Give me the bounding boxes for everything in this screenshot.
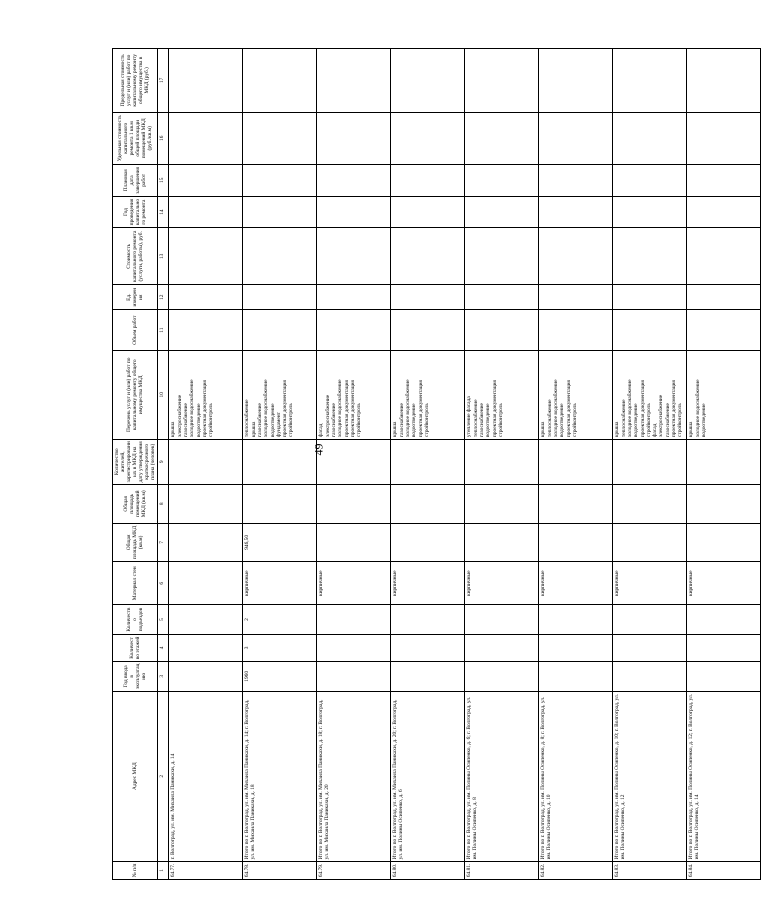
works-line: крыша [540, 421, 547, 438]
cell-material: кирпичные [465, 562, 539, 605]
works-line: проектная документация [417, 379, 424, 438]
table-row [613, 49, 687, 880]
cell-units [169, 285, 243, 310]
cell-year [391, 662, 465, 692]
cell-volumes [539, 310, 613, 351]
cell-entrances [391, 605, 465, 635]
cell-limit_costs [317, 49, 391, 113]
cell-area-premises [465, 484, 539, 523]
cell-dates [465, 164, 539, 196]
cell-works [465, 351, 539, 440]
works-line: газоснабжение [256, 403, 263, 438]
cell-costs [391, 228, 465, 285]
cell-address: Итого по г. Волгоград, ул. им. Полины Осипенко, д. 12; г. Волгоград, ул. им. Полины Осипенко, д. 14 [687, 691, 761, 861]
cell-area-total [539, 523, 613, 562]
cell-residents [243, 439, 317, 484]
cell-costs [465, 228, 539, 285]
column-number-row [158, 49, 169, 880]
cell-unit-cost [539, 112, 613, 164]
cell-id: 64.81. [465, 861, 539, 879]
works-line: крыша [688, 421, 695, 438]
works-line: газоснабжение [398, 403, 405, 438]
cell-floors [391, 634, 465, 661]
cell-years [169, 196, 243, 228]
works-line: проектная документация [282, 379, 289, 438]
column-header: Адрес МКД [113, 691, 158, 861]
cell-material: кирпичные [539, 562, 613, 605]
cell-area-total: 946,50 [243, 523, 317, 562]
column-header: Стоимость капитального ремонта (услуги, работы), руб. [113, 228, 158, 285]
capital-repair-table [112, 48, 761, 880]
cell-unit-cost [687, 112, 761, 164]
column-header: Общая площадь помещений МКД (кв.м) [113, 484, 158, 523]
cell-area-premises [169, 484, 243, 523]
column-number: 8 [158, 484, 169, 523]
cell-volumes [391, 310, 465, 351]
column-number: 14 [158, 196, 169, 228]
cell-address: Итого по г. Волгоград, ул. им. Михаила Паникахи, д. 14; г. Волгоград, ул. им. Михаила Паникахи, д. 18 [243, 691, 317, 861]
table-row [391, 49, 465, 880]
cell-id: 64.82. [539, 861, 613, 879]
works-line: теплоснабжение [546, 399, 553, 438]
cell-residents [465, 439, 539, 484]
cell-units [243, 285, 317, 310]
cell-costs [243, 228, 317, 285]
cell-entrances [317, 605, 391, 635]
column-header: Ед. измерения [113, 285, 158, 310]
cell-limit_costs [613, 49, 687, 113]
cell-unit-cost [391, 112, 465, 164]
cell-limit_costs [687, 49, 761, 113]
works-line: холодное водоснабжение [263, 379, 270, 438]
works-line: водоотведение [559, 403, 566, 438]
column-number: 17 [158, 49, 169, 113]
column-number: 9 [158, 439, 169, 484]
cell-area-total [169, 523, 243, 562]
cell-area-total [465, 523, 539, 562]
column-header: № п/п [113, 861, 158, 879]
cell-address: Итого по г. Волгоград, ул. им. Полины Осипенко, д. 8; г. Волгоград, ул. им. Полины Осипенко, д. 10 [539, 691, 613, 861]
cell-id: 64.84. [687, 861, 761, 879]
cell-works [169, 351, 243, 440]
cell-units [317, 285, 391, 310]
cell-area-total [391, 523, 465, 562]
cell-units [539, 285, 613, 310]
cell-units [687, 285, 761, 310]
cell-years [243, 196, 317, 228]
cell-years [539, 196, 613, 228]
column-number: 16 [158, 112, 169, 164]
column-header: Количество жителей, зарегистрированных в МКД на дату утверждения краткосрочного плана (человек) [113, 439, 158, 484]
cell-costs [169, 228, 243, 285]
cell-limit_costs [243, 49, 317, 113]
cell-year: 1960 [243, 662, 317, 692]
rotated-page [112, 48, 707, 880]
cell-residents [317, 439, 391, 484]
cell-costs [539, 228, 613, 285]
cell-limit_costs [391, 49, 465, 113]
works-line: холодное водоснабжение [552, 379, 559, 438]
table-row [317, 49, 391, 880]
works-line: проектная документация [565, 379, 572, 438]
works-line: стройконтроль [677, 403, 684, 438]
works-line: проектная документация [343, 379, 350, 438]
column-number: 10 [158, 351, 169, 440]
works-line: крыша [170, 421, 177, 438]
cell-years [687, 196, 761, 228]
cell-area-premises [539, 484, 613, 523]
column-number: 12 [158, 285, 169, 310]
header-row [113, 49, 158, 880]
cell-works [613, 351, 687, 440]
cell-dates [613, 164, 687, 196]
works-line: проектная документация [349, 379, 356, 438]
works-line: электроснабжение [176, 394, 183, 438]
cell-limit_costs [539, 49, 613, 113]
column-header: Объем работ [113, 310, 158, 351]
column-number: 2 [158, 691, 169, 861]
page-number: 49 [311, 443, 326, 456]
cell-unit-cost [465, 112, 539, 164]
cell-id: 64.83. [613, 861, 687, 879]
cell-works [317, 351, 391, 440]
cell-year [539, 662, 613, 692]
works-line: стройконтроль [288, 403, 295, 438]
column-header: Перечень услуг и (или) работ по капитальному ремонту общего имущества МКД [113, 351, 158, 440]
table-row [465, 49, 539, 880]
cell-area-total [613, 523, 687, 562]
column-header: Плановая дата завершения работ [113, 164, 158, 196]
works-line: стройконтроль [208, 403, 215, 438]
cell-area-total [317, 523, 391, 562]
works-line: проектная документация [671, 379, 677, 438]
cell-years [391, 196, 465, 228]
cell-dates [391, 164, 465, 196]
table-row [243, 49, 317, 880]
cell-works [539, 351, 613, 440]
column-number: 11 [158, 310, 169, 351]
column-number: 15 [158, 164, 169, 196]
cell-dates [169, 164, 243, 196]
cell-id: 64.79. [317, 861, 391, 879]
works-line: теплоснабжение [620, 399, 627, 438]
cell-residents [539, 439, 613, 484]
cell-area-premises [317, 484, 391, 523]
cell-units [391, 285, 465, 310]
works-line: стройконтроль [497, 403, 504, 438]
column-header: Удельная стоимость капитального ремонта 1 кв.м общей площади помещений МКД (руб./кв.м) [113, 112, 158, 164]
works-line: водоотведение [485, 403, 492, 438]
cell-id: 64.78. [243, 861, 317, 879]
column-number: 1 [158, 861, 169, 879]
works-line: газоснабжение [330, 403, 337, 438]
cell-material [169, 562, 243, 605]
cell-works [243, 351, 317, 440]
cell-dates [539, 164, 613, 196]
cell-address: Итого по г. Волгоград, ул. им. Полины Осипенко, д. 6; г. Волгоград, ул. им. Полины Осипенко, д. 8 [465, 691, 539, 861]
cell-volumes [687, 310, 761, 351]
works-line: водоотведение [269, 403, 276, 438]
column-number: 6 [158, 562, 169, 605]
cell-floors: 3 [243, 634, 317, 661]
table-body [169, 49, 761, 880]
cell-material: кирпичные [243, 562, 317, 605]
column-number: 3 [158, 662, 169, 692]
works-line: фундамент [275, 411, 282, 438]
cell-volumes [465, 310, 539, 351]
cell-limit_costs [465, 49, 539, 113]
works-line: газоснабжение [478, 403, 485, 438]
cell-entrances [465, 605, 539, 635]
cell-area-total [687, 523, 761, 562]
cell-floors [317, 634, 391, 661]
cell-year [465, 662, 539, 692]
cell-years [465, 196, 539, 228]
works-line: проектная документация [201, 379, 208, 438]
cell-unit-cost [243, 112, 317, 164]
works-line: крыша [614, 421, 621, 438]
cell-costs [613, 228, 687, 285]
cell-unit-cost [317, 112, 391, 164]
cell-costs [317, 228, 391, 285]
works-line: холодное водоснабжение [404, 379, 411, 438]
works-line: крыша [392, 421, 399, 438]
cell-area-premises [391, 484, 465, 523]
cell-works [687, 351, 761, 440]
table-row [539, 49, 613, 880]
cell-years [613, 196, 687, 228]
cell-area-premises [613, 484, 687, 523]
cell-costs [687, 228, 761, 285]
column-number: 7 [158, 523, 169, 562]
cell-floors [687, 634, 761, 661]
works-line: водоотведение [633, 403, 640, 438]
works-line: холодное водоснабжение [337, 379, 344, 438]
cell-dates [687, 164, 761, 196]
cell-volumes [613, 310, 687, 351]
table-row [687, 49, 761, 880]
cell-material: кирпичные [687, 562, 761, 605]
works-line: водоотведение [411, 403, 418, 438]
cell-residents [169, 439, 243, 484]
cell-dates [243, 164, 317, 196]
cell-units [613, 285, 687, 310]
cell-residents [687, 439, 761, 484]
cell-years [317, 196, 391, 228]
works-line: стройконтроль [423, 403, 430, 438]
column-header: Материал стен [113, 562, 158, 605]
works-line: утепление фасада [466, 396, 473, 438]
cell-limit_costs [169, 49, 243, 113]
cell-unit-cost [613, 112, 687, 164]
works-line: теплоснабжение [244, 399, 251, 438]
column-header: Количество этажей [113, 634, 158, 661]
cell-entrances [169, 605, 243, 635]
cell-year [169, 662, 243, 692]
cell-entrances [687, 605, 761, 635]
cell-floors [613, 634, 687, 661]
column-header: Предельная стоимость услуг и (или) работ по капитальному ремонту общего имущества в МКД (руб.) [113, 49, 158, 113]
works-line: водоотведение [700, 403, 707, 438]
works-line: стройконтроль [571, 403, 578, 438]
cell-material: кирпичные [613, 562, 687, 605]
cell-year [687, 662, 761, 692]
works-line: стройконтроль [356, 403, 363, 438]
cell-material: кирпичные [317, 562, 391, 605]
cell-address: Итого по г. Волгоград, ул. им. Михаила Паникахи, д. 18; г. Волгоград, ул. им. Михаила Паникахи, д. 20 [317, 691, 391, 861]
cell-id: 64.80. [391, 861, 465, 879]
cell-works [391, 351, 465, 440]
works-line: фасад [652, 423, 659, 438]
cell-volumes [243, 310, 317, 351]
column-number: 5 [158, 605, 169, 635]
cell-floors [539, 634, 613, 661]
column-header: Год ввода в эксплуатацию [113, 662, 158, 692]
works-line: газоснабжение [664, 403, 671, 438]
table-row [169, 49, 243, 880]
cell-entrances [539, 605, 613, 635]
works-line: холодное водоснабжение [626, 379, 633, 438]
cell-entrances [613, 605, 687, 635]
works-line: крыша [250, 421, 257, 438]
works-line: электроснабжение [658, 394, 665, 438]
cell-address: Итого по г. Волгоград, ул. им. Полины Осипенко, д. 10; г. Волгоград, ул. им. Полины Осипенко, д. 12 [613, 691, 687, 861]
works-line: проектная документация [639, 379, 646, 438]
cell-address: Итого по г. Волгоград, ул. им. Михаила Паникахи, д. 20; г. Волгоград, ул. им. Полины Осипенко, д. 6 [391, 691, 465, 861]
works-line: газоснабжение [182, 403, 189, 438]
cell-units [465, 285, 539, 310]
cell-address: г. Волгоград, ул. им. Михаила Паникахи, д. 14 [169, 691, 243, 861]
cell-residents [613, 439, 687, 484]
works-line: холодное водоснабжение [694, 379, 701, 438]
works-line: холодное водоснабжение [189, 379, 196, 438]
column-number: 13 [158, 228, 169, 285]
column-header: Количество подъездов [113, 605, 158, 635]
works-line: стройконтроль [645, 403, 652, 438]
works-line: теплоснабжение [472, 399, 479, 438]
works-line: водоотведение [195, 403, 202, 438]
cell-residents [391, 439, 465, 484]
column-header: Общая площадь МКД (кв.м) [113, 523, 158, 562]
cell-entrances: 2 [243, 605, 317, 635]
cell-unit-cost [169, 112, 243, 164]
works-line: электроснабжение [324, 394, 331, 438]
cell-area-premises [243, 484, 317, 523]
cell-floors [169, 634, 243, 661]
cell-area-premises [687, 484, 761, 523]
column-header: Год проведения капитального ремонта [113, 196, 158, 228]
cell-dates [317, 164, 391, 196]
cell-material: кирпичные [391, 562, 465, 605]
cell-floors [465, 634, 539, 661]
works-line: проектная документация [491, 379, 498, 438]
cell-year [613, 662, 687, 692]
cell-volumes [317, 310, 391, 351]
works-line: фасад [318, 423, 325, 438]
cell-id: 64.77. [169, 861, 243, 879]
column-number: 4 [158, 634, 169, 661]
cell-year [317, 662, 391, 692]
cell-volumes [169, 310, 243, 351]
